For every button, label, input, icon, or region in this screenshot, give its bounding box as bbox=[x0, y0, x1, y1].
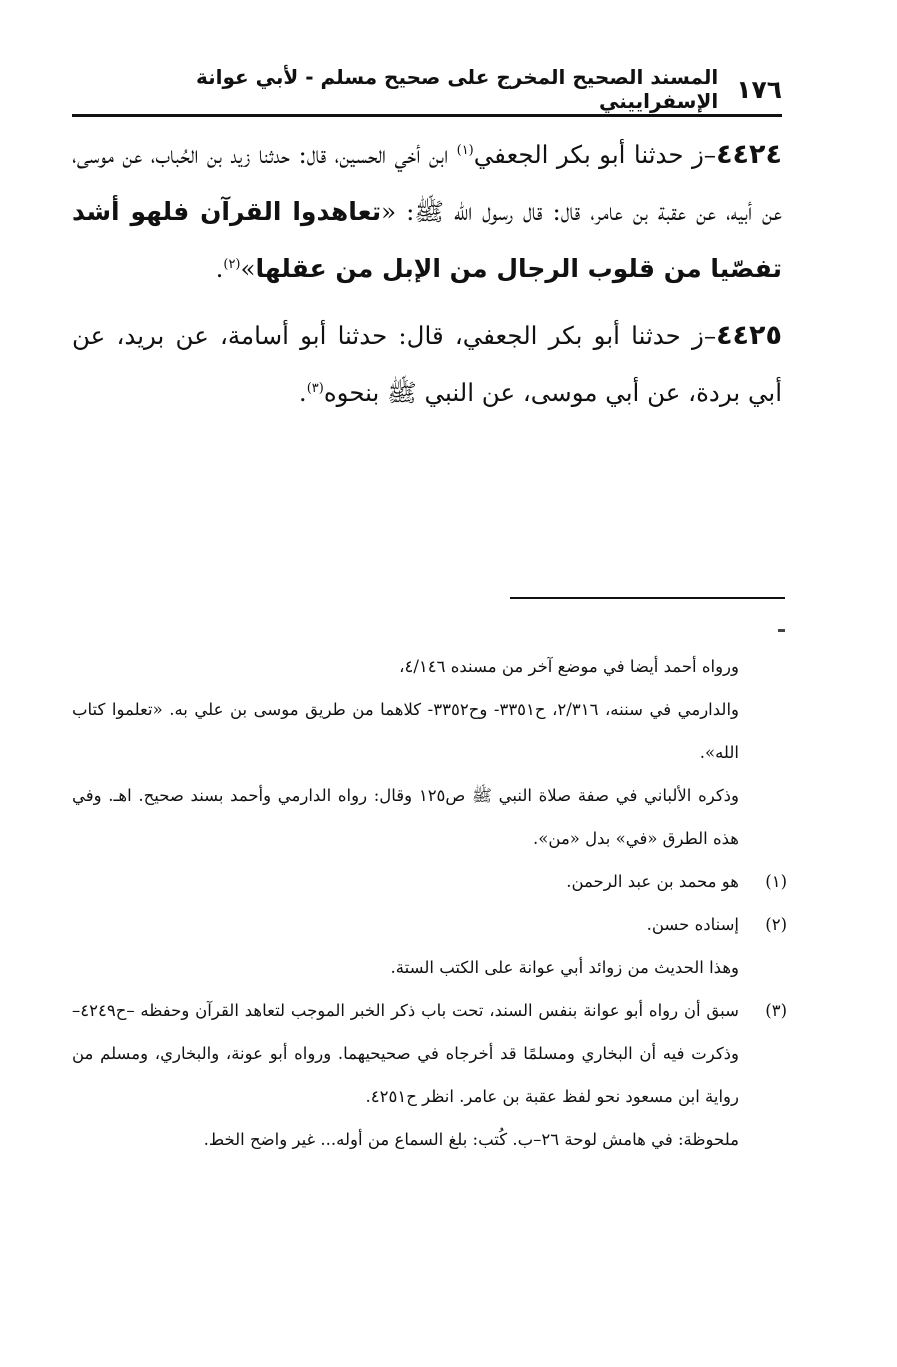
footnote-ref: (١) bbox=[456, 143, 474, 158]
prophetic-saying: تعاهدوا القرآن فلهو أشد تفصّيا من قلوب الرجال من الإبل من عقلها bbox=[72, 197, 782, 283]
footnote-continuation: ورواه أحمد أيضا في موضع آخر من مسنده ٤/١٤٦، bbox=[399, 657, 739, 676]
footnote-text: سبق أن رواه أبو عوانة بنفس السند، تحت باب ذكر الخبر الموجب لتعاهد القرآن وحفظه –ح٤٢٤٩– وذكرت فيه أن البخاري ومسلمًا قد أخرجاه في صحيحيهما. ورواه أبو عونة، والبخاري، ومسلم من رواية ابن مسعود نحو لفظ عقبة بن عامر. انظر ح٤٢٥١. bbox=[72, 1001, 739, 1106]
footnote-continuation: وذكره الألباني في صفة صلاة النبي ﷺ ص١٢٥ وقال: رواه الدارمي وأحمد بسند صحيح. اهـ. وفي هذه الطرق «في» بدل «من». bbox=[72, 786, 739, 848]
footnote-label: (١) bbox=[765, 872, 787, 891]
hadith-number: ٤٤٢٤ bbox=[716, 139, 782, 170]
footnote-2-extra: وهذا الحديث من زوائد أبي عوانة على الكتب الستة. bbox=[390, 958, 739, 977]
hadith-text: –ز حدثنا أبو بكر الجعفي، قال: حدثنا أبو أسامة، عن بريد، عن أبي بردة، عن أبي موسى، عن النبي ﷺ بنحوه bbox=[72, 321, 782, 407]
footnote-text: إسناده حسن. bbox=[646, 915, 739, 934]
period: . bbox=[298, 378, 307, 407]
page-number: ١٧٦ bbox=[736, 74, 782, 104]
footnote-label: (٣) bbox=[765, 1001, 787, 1020]
footnote-continuation: والدارمي في سننه، ٢/٣١٦، ح٣٣٥١- وح٣٣٥٢- كلاهما من طريق موسى بن علي به. «تعلموا كتاب الله». bbox=[72, 700, 739, 762]
quote-close: » bbox=[240, 254, 256, 283]
hadith-text: –ز حدثنا أبو بكر الجعفي bbox=[473, 140, 717, 169]
period: . bbox=[215, 254, 224, 283]
hadith-4424 bbox=[72, 126, 782, 297]
footnote-text: هو محمد بن عبد الرحمن. bbox=[566, 872, 739, 891]
footnote-2 bbox=[72, 903, 787, 946]
footnote-ref: (٣) bbox=[306, 381, 324, 396]
manuscript-note: ملحوظة: في هامش لوحة ٢٦–ب. كُتب: بلغ السماع من أوله... غير واضح الخط. bbox=[203, 1130, 739, 1149]
hadith-4425 bbox=[72, 307, 782, 421]
footnote-1 bbox=[72, 860, 787, 903]
hadith-number: ٤٤٢٥ bbox=[716, 320, 782, 351]
footnote-separator bbox=[510, 597, 785, 599]
hadith-text: ابن أخي الحسين، قال: حدثنا زيد بن الحُباب، عن موسى، عن أبيه، عن عقبة بن عامر، قال: قال رسول الله ﷺ: « bbox=[72, 140, 782, 226]
footnotes bbox=[72, 645, 787, 1161]
page-header bbox=[150, 65, 782, 113]
footnote-ref: (٢) bbox=[223, 257, 241, 272]
main-text bbox=[72, 126, 782, 431]
header-rule bbox=[72, 114, 782, 117]
footnote-label: (٢) bbox=[765, 915, 787, 934]
continuation-mark bbox=[778, 629, 785, 632]
running-title: المسند الصحيح المخرج على صحيح مسلم - لأبي عوانة الإسفراييني bbox=[195, 65, 719, 113]
footnote-3 bbox=[72, 989, 787, 1118]
